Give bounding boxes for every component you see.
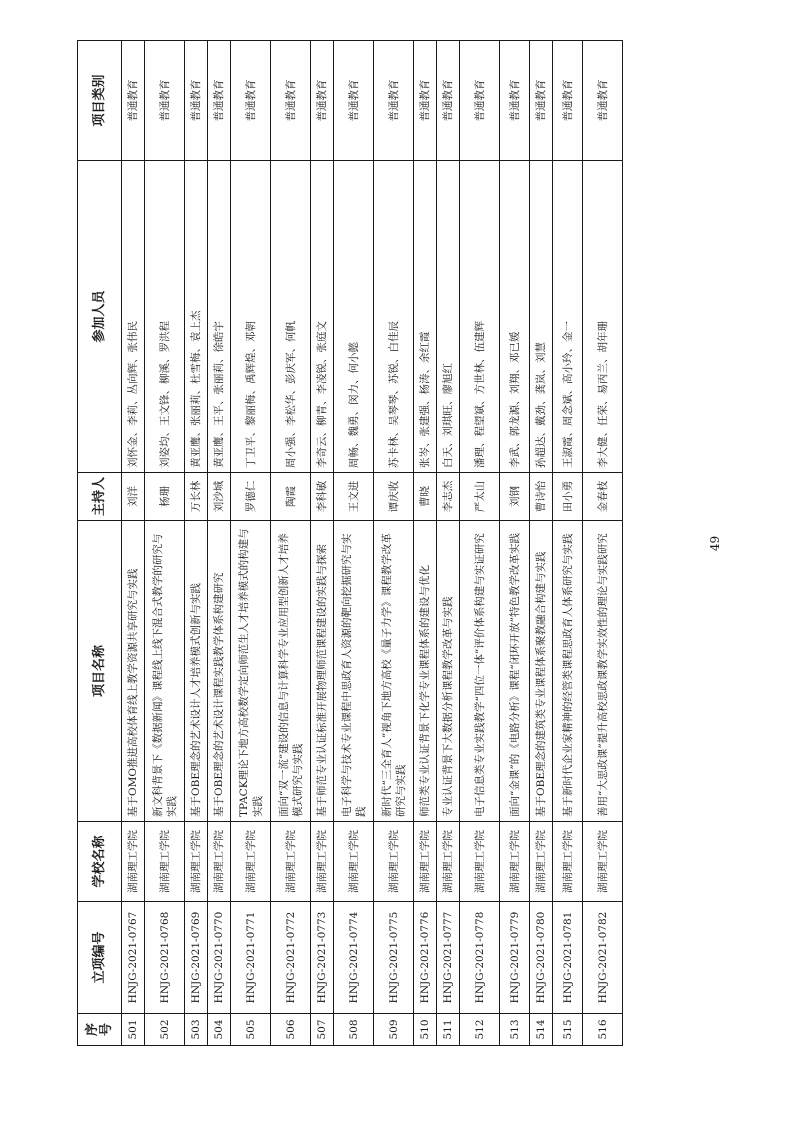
cell-host: 王文进 [334,473,374,521]
cell-school: 湖南理工学院 [437,822,460,902]
cell-project-id: HNJG-2021-0771 [231,902,271,1014]
cell-school: 湖南理工学院 [553,822,583,902]
header-project-name: 项目名称 [78,521,122,822]
header-participants: 参加人员 [78,161,122,473]
cell-participants: 苏卡林、吴琴琴、苏锐、白佳辰 [374,161,414,473]
cell-school: 湖南理工学院 [374,822,414,902]
cell-host: 李科敏 [311,473,334,521]
cell-category: 普通教育 [185,41,208,161]
cell-school: 湖南理工学院 [460,822,500,902]
table-row [311,41,334,1046]
cell-host: 刘钢 [500,473,530,521]
cell-seq: 501 [122,1014,145,1046]
cell-project-name: 师范类专业认证背景下化学专业课程体系的建设与优化 [414,521,437,822]
cell-participants: 王淑霞、周念斌、高小玲、金一 [553,161,583,473]
cell-category: 普通教育 [271,41,311,161]
cell-participants: 周小强、李松华、彭庆军、何帆 [271,161,311,473]
project-table [77,40,623,1046]
header-project-id: 立项编号 [78,902,122,1014]
cell-seq: 503 [185,1014,208,1046]
cell-project-name: 基于师范专业认证标准开展物理师范课程建设的实践与探索 [311,521,334,822]
cell-category: 普通教育 [530,41,553,161]
table-row [414,41,437,1046]
cell-category: 普通教育 [208,41,231,161]
cell-seq: 514 [530,1014,553,1046]
cell-participants: 黄亚鹰、王平、张丽莉、徐皓宇 [208,161,231,473]
cell-participants: 刘怀金、李莉、丛向辉、张伟民 [122,161,145,473]
cell-participants: 张岑、张建强、杨涛、余红霞 [414,161,437,473]
cell-project-name: 新时代“三全育人”视角下地方高校《量子力学》课程教学改革研究与实践 [374,521,414,822]
cell-project-name: TPACK理论下地方高校数学定向师范生人才培养模式的构建与实践 [231,521,271,822]
cell-project-id: HNJG-2021-0769 [185,902,208,1014]
cell-participants: 丁卫平、黎丽梅、禹辉煌、邓朝 [231,161,271,473]
header-seq: 序号 [78,1014,122,1046]
cell-category: 普通教育 [414,41,437,161]
cell-seq: 512 [460,1014,500,1046]
cell-project-id: HNJG-2021-0781 [553,902,583,1014]
table-header-row [78,41,122,1046]
cell-school: 湖南理工学院 [311,822,334,902]
cell-project-name: 基于OBE理念的艺术设计人才培养模式创新与实践 [185,521,208,822]
cell-seq: 502 [145,1014,185,1046]
cell-project-name: 电子科学与技术专业课程中思政育人资源的靶向挖掘研究与实践 [334,521,374,822]
table-row [122,41,145,1046]
cell-category: 普通教育 [374,41,414,161]
table-body [122,41,623,1046]
cell-seq: 506 [271,1014,311,1046]
cell-project-id: HNJG-2021-0780 [530,902,553,1014]
cell-school: 湖南理工学院 [530,822,553,902]
cell-participants: 李武、郭龙源、刘翔、邓已媛 [500,161,530,473]
cell-participants: 刘姿均、王文锋、柳溪、罗洪程 [145,161,185,473]
cell-seq: 504 [208,1014,231,1046]
table-row [437,41,460,1046]
cell-host: 金春枝 [583,473,623,521]
cell-category: 普通教育 [500,41,530,161]
cell-project-id: HNJG-2021-0779 [500,902,530,1014]
cell-project-name: 基于新时代企业家精神的经管类课程思政育人体系研究与实践 [553,521,583,822]
page-number: 49 [708,535,722,552]
cell-project-name: 专业认证背景下大数据分析课程教学改革与实践 [437,521,460,822]
cell-school: 湖南理工学院 [231,822,271,902]
header-school: 学校名称 [78,822,122,902]
table-row [185,41,208,1046]
cell-seq: 507 [311,1014,334,1046]
cell-project-name: 电子信息类专业实践教学“四位一体”评价体系构建与实证研究 [460,521,500,822]
cell-seq: 516 [583,1014,623,1046]
cell-category: 普通教育 [231,41,271,161]
cell-category: 普通教育 [122,41,145,161]
table-row [460,41,500,1046]
cell-project-id: HNJG-2021-0776 [414,902,437,1014]
cell-category: 普通教育 [583,41,623,161]
header-host: 主持人 [78,473,122,521]
cell-participants: 周畅、魏勇、闵力、何小懿 [334,161,374,473]
cell-seq: 513 [500,1014,530,1046]
cell-host: 杨珊 [145,473,185,521]
cell-host: 田小勇 [553,473,583,521]
cell-category: 普通教育 [553,41,583,161]
cell-project-name: 面向“双一流”建设的信息与计算科学专业应用型创新人才培养模式研究与实践 [271,521,311,822]
header-category: 项目类别 [78,41,122,161]
cell-participants: 李大健、任荣、易丙兰、胡年珊 [583,161,623,473]
cell-seq: 508 [334,1014,374,1046]
cell-project-name: 基于OBE理念的建筑类专业课程体系聚教融合构建与实践 [530,521,553,822]
cell-project-id: HNJG-2021-0775 [374,902,414,1014]
cell-seq: 505 [231,1014,271,1046]
cell-participants: 白天、刘琪旺、廖旭红 [437,161,460,473]
cell-project-id: HNJG-2021-0770 [208,902,231,1014]
cell-project-id: HNJG-2021-0782 [583,902,623,1014]
cell-school: 湖南理工学院 [271,822,311,902]
cell-host: 罗德仁 [231,473,271,521]
cell-category: 普通教育 [437,41,460,161]
table-row [530,41,553,1046]
cell-project-id: HNJG-2021-0778 [460,902,500,1014]
cell-seq: 515 [553,1014,583,1046]
cell-host: 曹晓 [414,473,437,521]
cell-host: 刘沙城 [208,473,231,521]
cell-project-id: HNJG-2021-0772 [271,902,311,1014]
cell-project-name: 善用“大思政课”提升高校思政课教学实效性的理论与实践研究 [583,521,623,822]
cell-host: 曹诗怡 [530,473,553,521]
cell-participants: 黄亚鹰、张丽莉、杜雪梅、袁上杰 [185,161,208,473]
cell-host: 万长林 [185,473,208,521]
cell-participants: 孙超达、戴劲、龚岚、刘慧 [530,161,553,473]
table-row [271,41,311,1046]
table-row [208,41,231,1046]
cell-category: 普通教育 [311,41,334,161]
cell-school: 湖南理工学院 [334,822,374,902]
cell-seq: 510 [414,1014,437,1046]
table-row [374,41,414,1046]
cell-project-name: 基于OBE理念的艺术设计课程实践教学体系构建研究 [208,521,231,822]
table-row [500,41,530,1046]
cell-project-name: 新文科背景下《数据新闻》课程线上线下混合式教学的研究与实践 [145,521,185,822]
cell-school: 湖南理工学院 [185,822,208,902]
cell-project-name: 基于OMO推进高校体育线上教学资源共享研究与实践 [122,521,145,822]
table-row [231,41,271,1046]
table-row [583,41,623,1046]
cell-category: 普通教育 [334,41,374,161]
table-row [145,41,185,1046]
cell-category: 普通教育 [460,41,500,161]
cell-host: 陶霞 [271,473,311,521]
cell-participants: 李奇云、柳青、李凌锐、张庭文 [311,161,334,473]
cell-host: 刘洋 [122,473,145,521]
cell-project-id: HNJG-2021-0767 [122,902,145,1014]
cell-project-id: HNJG-2021-0768 [145,902,185,1014]
cell-school: 湖南理工学院 [122,822,145,902]
cell-school: 湖南理工学院 [145,822,185,902]
cell-host: 李志杰 [437,473,460,521]
cell-host: 严太山 [460,473,500,521]
cell-project-id: HNJG-2021-0773 [311,902,334,1014]
cell-project-name: 面向“金课”的《电路分析》课程“闭环开放”特色教学改革实践 [500,521,530,822]
cell-school: 湖南理工学院 [208,822,231,902]
cell-host: 谭庆收 [374,473,414,521]
cell-seq: 511 [437,1014,460,1046]
table-row [553,41,583,1046]
cell-school: 湖南理工学院 [583,822,623,902]
cell-participants: 潘理、程望斌、方世林、伍建辉 [460,161,500,473]
table-row [334,41,374,1046]
cell-school: 湖南理工学院 [414,822,437,902]
cell-category: 普通教育 [145,41,185,161]
cell-seq: 509 [374,1014,414,1046]
cell-project-id: HNJG-2021-0774 [334,902,374,1014]
cell-school: 湖南理工学院 [500,822,530,902]
cell-project-id: HNJG-2021-0777 [437,902,460,1014]
